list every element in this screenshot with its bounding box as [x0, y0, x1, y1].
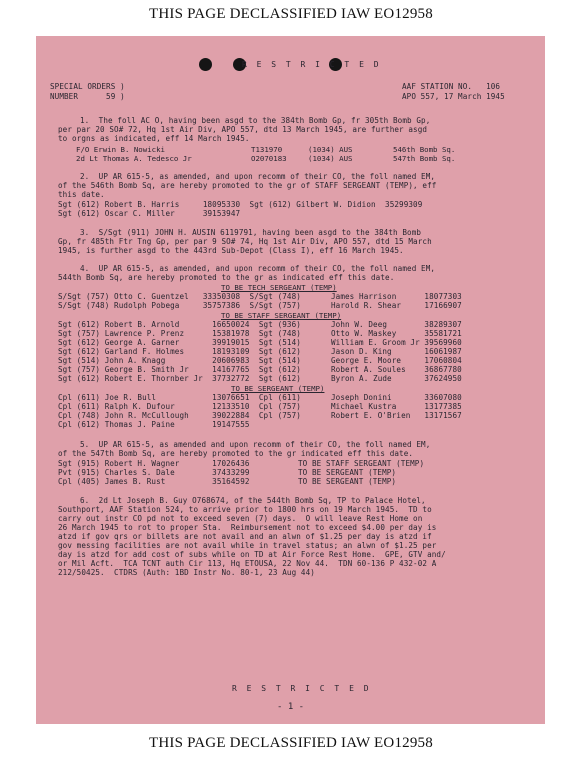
para4-line: 544th Bomb Sq, are hereby promoted to the gr as indicated eff this date.	[58, 273, 395, 282]
promotion-row-left: Sgt (757) Lawrence P. Prenz 15381978 Sgt (748)	[58, 329, 301, 338]
para6-line: 26 March 1945 to rot to proper Sta. Reimbursement not to exceed $4.00 per day is	[58, 523, 437, 532]
promotion-row-right: Robert A. Soules 36867780	[331, 365, 462, 374]
declassified-banner-bottom: THIS PAGE DECLASSIFIED IAW EO12958	[149, 735, 433, 751]
grade-heading-tech-sergeant: TO BE TECH SERGEANT (TEMP)	[221, 283, 337, 292]
promotion-row-right: Robert E. O'Brien 13171567	[331, 411, 462, 420]
para6-line: day is atzd for add cost of subs while on TD at Air Force Rest Home. GPE, GTV and/	[58, 550, 446, 559]
promotion-row-right: Joseph Donini 33607080	[331, 393, 462, 402]
para6-line: or Mil Acft. TCA TCNT auth Cir 113, Hq ETOUSA, 22 Nov 44. TDN 60-136 P 432-02 A	[58, 559, 437, 568]
para6-line: gov messing facilities are not avail while in travel status; an alwn of $1.25 per	[58, 541, 437, 550]
promotion-row-right: Michael Kustra 13177385	[331, 402, 462, 411]
officer-serial: T131970	[251, 145, 283, 154]
promotion-row-right: James Harrison 18077303	[331, 292, 462, 301]
promotion-row-left: S/Sgt (748) Rudolph Pobega 35757386 S/Sgt (757)	[58, 301, 301, 310]
para2-line: 2. UP AR 615-5, as amended, and upon recomm of their CO, the foll named EM,	[80, 172, 436, 181]
promotion-row-left: Sgt (612) George A. Garner 39919015 Sgt (514)	[58, 338, 301, 347]
officer-mos: (1034) AUS	[308, 145, 353, 154]
promotion-row-right: John W. Deeg 38289307	[331, 320, 462, 329]
promotion-row-right: George E. Moore 17060804	[331, 356, 462, 365]
promotion-row-grade: TO BE STAFF SERGEANT (TEMP)	[298, 459, 425, 468]
para5-line: of the 547th Bomb Sq, are hereby promoted to the gr indicated eff this date.	[58, 449, 414, 458]
promotion-row-right: Jason D. King 16061987	[331, 347, 462, 356]
promotion-row-grade: TO BE SERGEANT (TEMP)	[298, 477, 397, 486]
para5-line: 5. UP AR 615-5, as amended and upon recomm of their CO, the foll named EM,	[80, 440, 431, 449]
promotion-row-left: Cpl (611) Ralph K. Dufour 12133510 Cpl (757)	[58, 402, 301, 411]
restricted-footer: R E S T R I C T E D	[232, 684, 372, 693]
para4-line: 4. UP AR 615-5, as amended, and upon recomm of their CO, the foll named EM,	[80, 264, 436, 273]
officer-serial: O2070183	[251, 154, 287, 163]
para6-line: Southport, AAF Station 524, to arrive prior to 1800 hrs on 19 March 1945. TD to	[58, 505, 432, 514]
order-date: APO 557, 17 March 1945	[402, 92, 505, 101]
promotion-row-left: Pvt (915) Charles S. Dale 37433299	[58, 468, 250, 477]
para1-line: 1. The foll AC O, having been asgd to the 384th Bomb Gp, fr 305th Bomb Gp,	[80, 116, 431, 125]
para2-promotion-row: Sgt (612) Oscar C. Miller 39153947	[58, 209, 241, 218]
grade-heading-sergeant: TO BE SERGEANT (TEMP)	[231, 384, 325, 393]
para2-line: of the 546th Bomb Sq, are hereby promoted to the gr of STAFF SERGEANT (TEMP), eff	[58, 181, 437, 190]
grade-heading-staff-sergeant: TO BE STAFF SERGEANT (TEMP)	[221, 311, 342, 320]
officer-name: F/O Erwin B. Nowicki	[76, 145, 165, 154]
promotion-row-left: Sgt (612) Garland F. Holmes 18193109 Sgt (612)	[58, 347, 301, 356]
order-number: NUMBER 59 )	[50, 92, 125, 101]
para6-line: carry out instr CO pd not to exceed seven (7) days. O will leave Rest Home on	[58, 514, 423, 523]
declassified-banner-top: THIS PAGE DECLASSIFIED IAW EO12958	[149, 6, 433, 22]
promotion-row-right: Harold R. Shear 17166907	[331, 301, 462, 310]
special-orders-label: SPECIAL ORDERS )	[50, 82, 125, 91]
para1-line: per par 20 SO# 72, Hq 1st Air Div, APO 557, dtd 13 March 1945, are further asgd	[58, 125, 428, 134]
promotion-row-left: Cpl (748) John R. McCullough 39022884 Cpl (757)	[58, 411, 301, 420]
para3-line: Gp, fr 485th Ftr Tng Gp, per par 9 SO# 74, Hq 1st Air Div, APO 557, dtd 15 March	[58, 237, 432, 246]
para3-line: 1945, is further asgd to the 443rd Sub-Depot (Class I), eff 16 March 1945.	[58, 246, 404, 255]
promotion-row-left: Sgt (757) George B. Smith Jr 14167765 Sgt (612)	[58, 365, 301, 374]
officer-row	[76, 154, 516, 163]
promotion-row-right: Byron A. Zude 37624950	[331, 374, 462, 383]
promotion-row-left: Cpl (405) James B. Rust 35164592	[58, 477, 250, 486]
officer-unit: 546th Bomb Sq.	[393, 145, 456, 154]
promotion-row-left: Cpl (611) Joe R. Bull 13076651 Cpl (611)	[58, 393, 301, 402]
station-number: AAF STATION NO. 106	[402, 82, 501, 91]
document-page	[36, 36, 545, 724]
promotion-row-grade: TO BE SERGEANT (TEMP)	[298, 468, 397, 477]
promotion-row-left: Sgt (612) Robert B. Arnold 16650024 Sgt (936)	[58, 320, 301, 329]
promotion-row-left: Sgt (612) Robert E. Thornber Jr 37732772 Sgt (612)	[58, 374, 301, 383]
promotion-row-left: Cpl (612) Thomas J. Paine 19147555	[58, 420, 250, 429]
para6-line: atzd if gov qrs or billets are not avail and an alwn of $1.25 per day is atzd if	[58, 532, 432, 541]
para2-promotion-row: Sgt (612) Robert B. Harris 18095330 Sgt (612) Gilbert W. Didion 35299309	[58, 200, 423, 209]
para2-line: this date.	[58, 190, 105, 199]
promotion-row-left: Sgt (915) Robert H. Wagner 17026436	[58, 459, 250, 468]
para1-line: to orgns as indicated, eff 14 March 1945.	[58, 134, 250, 143]
officer-mos: (1034) AUS	[308, 154, 353, 163]
promotion-row-left: S/Sgt (757) Otto C. Guentzel 33350308 S/Sgt (748)	[58, 292, 301, 301]
officer-name: 2d Lt Thomas A. Tedesco Jr	[76, 154, 192, 163]
para3-line: 3. S/Sgt (911) JOHN H. AUSIN 6119791, having been asgd to the 384th Bomb	[80, 228, 422, 237]
promotion-row-right: William E. Groom Jr 39569960	[331, 338, 462, 347]
para6-line: 212/50425. CTDRS (Auth: 1BD Instr No. 80-1, 23 Aug 44)	[58, 568, 315, 577]
punch-hole-left	[199, 58, 212, 71]
promotion-row-left: Sgt (514) John A. Knagg 20606983 Sgt (514)	[58, 356, 301, 365]
restricted-header: R E S T R I C T E D	[242, 60, 382, 69]
officer-row	[76, 145, 516, 154]
page-number: - 1 -	[277, 702, 305, 712]
promotion-row-right: Otto W. Maskey 35581721	[331, 329, 462, 338]
para6-line: 6. 2d Lt Joseph B. Guy O768674, of the 544th Bomb Sq, TP to Palace Hotel,	[80, 496, 426, 505]
officer-unit: 547th Bomb Sq.	[393, 154, 456, 163]
